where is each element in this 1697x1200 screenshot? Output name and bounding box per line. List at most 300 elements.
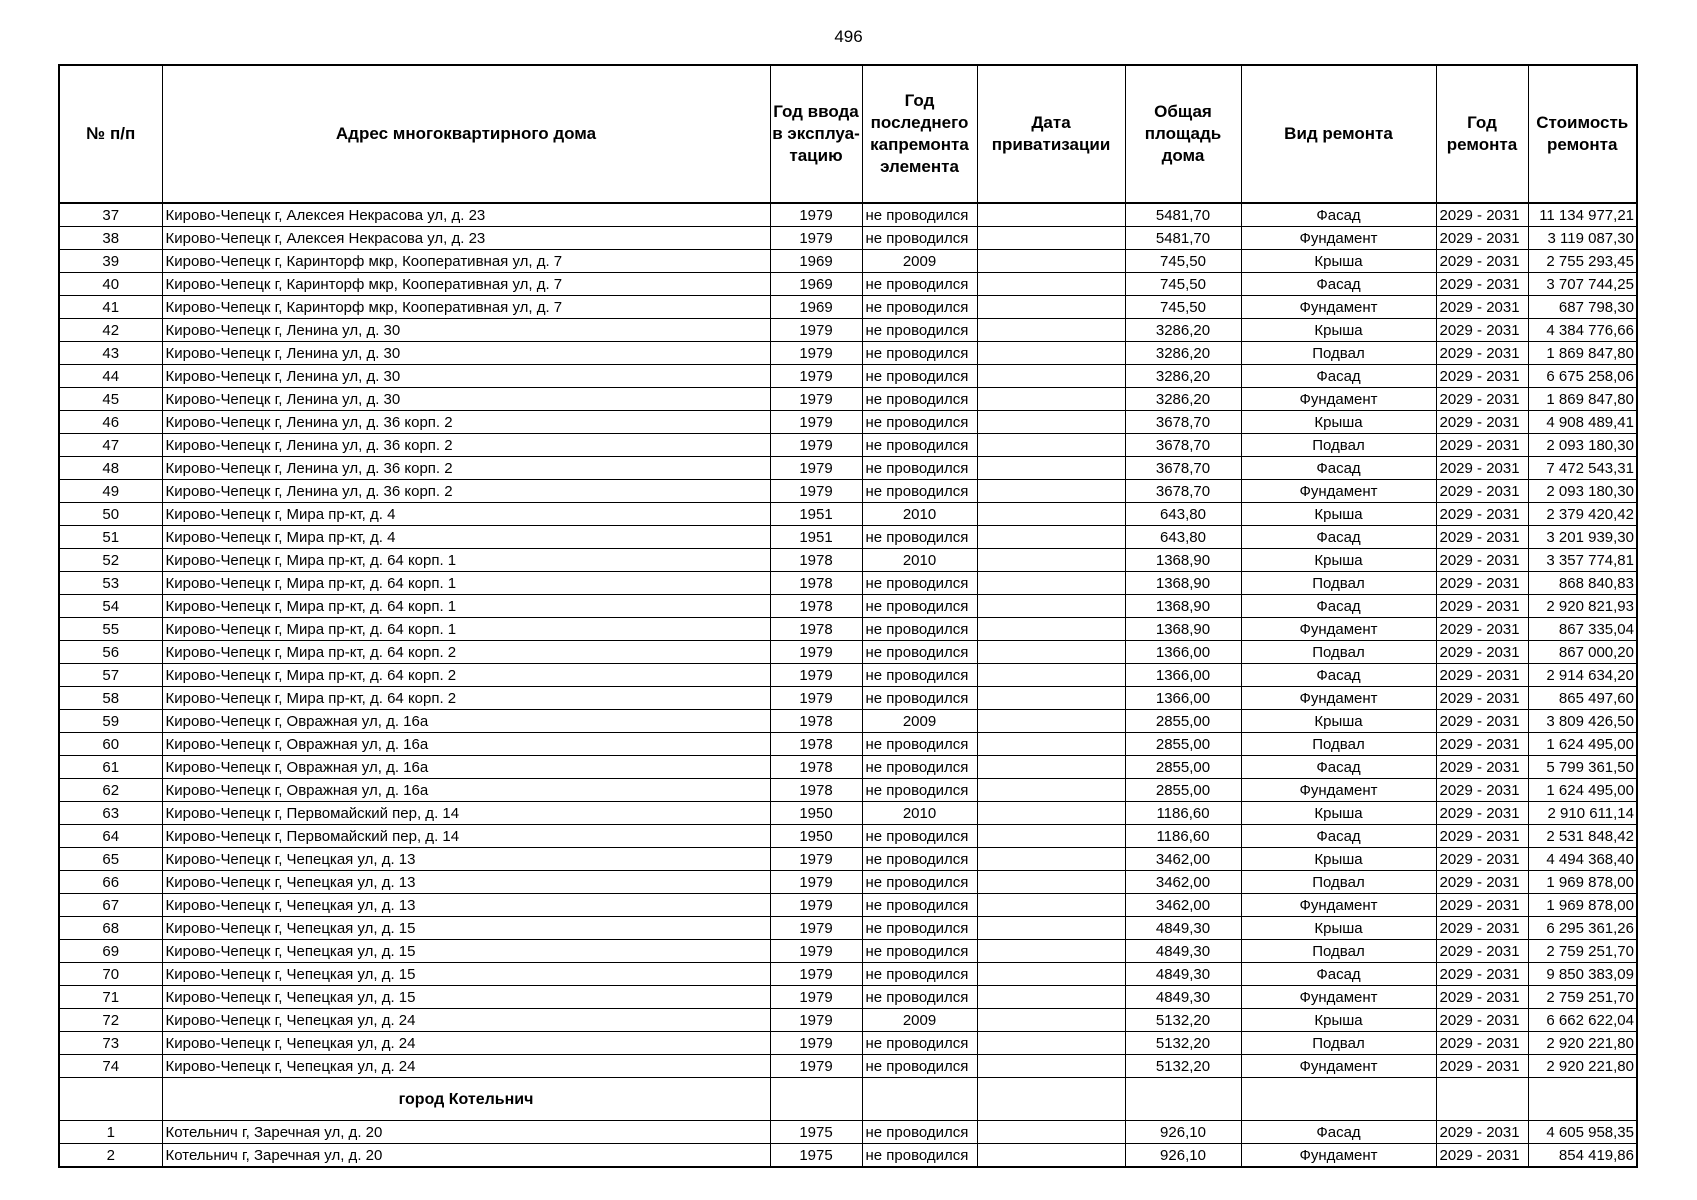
- cell-area: 745,50: [1125, 250, 1241, 273]
- cell-num: 59: [59, 710, 162, 733]
- cell-privatization: [977, 1032, 1125, 1055]
- cell-last-repair: не проводился: [862, 480, 977, 503]
- cell-year-built: 1979: [770, 480, 862, 503]
- cell-repair-type: Крыша: [1241, 503, 1436, 526]
- cell-last-repair: не проводился: [862, 319, 977, 342]
- cell-area: 3462,00: [1125, 894, 1241, 917]
- table-row: [59, 733, 1637, 756]
- cell-privatization: [977, 595, 1125, 618]
- cell-num: 65: [59, 848, 162, 871]
- cell-last-repair: не проводился: [862, 1032, 977, 1055]
- cell-last-repair: не проводился: [862, 273, 977, 296]
- cell-last-repair: не проводился: [862, 963, 977, 986]
- cell-repair-year: 2029 - 2031: [1436, 848, 1528, 871]
- header-repair-year: Год ремонта: [1436, 65, 1528, 203]
- cell-privatization: [977, 779, 1125, 802]
- cell-last-repair: не проводился: [862, 411, 977, 434]
- cell-repair-type: Крыша: [1241, 1009, 1436, 1032]
- cell-num: 52: [59, 549, 162, 572]
- cell-repair-year: 2029 - 2031: [1436, 572, 1528, 595]
- cell-last-repair: не проводился: [862, 526, 977, 549]
- cell-num: 40: [59, 273, 162, 296]
- cell-repair-year: 2029 - 2031: [1436, 250, 1528, 273]
- header-year-built: Год ввода в эксплуа-тацию: [770, 65, 862, 203]
- cell-address: Кирово-Чепецк г, Первомайский пер, д. 14: [162, 802, 770, 825]
- cell-privatization: [977, 319, 1125, 342]
- cell-address: Кирово-Чепецк г, Мира пр-кт, д. 64 корп. 2: [162, 687, 770, 710]
- cell-address: Кирово-Чепецк г, Мира пр-кт, д. 64 корп. 1: [162, 595, 770, 618]
- cell-address: Кирово-Чепецк г, Мира пр-кт, д. 4: [162, 526, 770, 549]
- cell-address: Кирово-Чепецк г, Каринторф мкр, Кооперативная ул, д. 7: [162, 296, 770, 319]
- cell-repair-year: 2029 - 2031: [1436, 779, 1528, 802]
- cell-year-built: 1951: [770, 526, 862, 549]
- cell-cost: 1 624 495,00: [1528, 733, 1637, 756]
- cell-repair-type: Крыша: [1241, 848, 1436, 871]
- table-row: [59, 940, 1637, 963]
- cell-address: Кирово-Чепецк г, Ленина ул, д. 30: [162, 319, 770, 342]
- cell-year-built: 1978: [770, 595, 862, 618]
- cell-area: 1368,90: [1125, 595, 1241, 618]
- cell-address: Кирово-Чепецк г, Ленина ул, д. 30: [162, 342, 770, 365]
- cell-cost: 2 759 251,70: [1528, 986, 1637, 1009]
- cell-privatization: [977, 503, 1125, 526]
- cell-privatization: [977, 365, 1125, 388]
- cell-privatization: [977, 273, 1125, 296]
- cell-year-built: 1979: [770, 894, 862, 917]
- cell-cost: 2 093 180,30: [1528, 434, 1637, 457]
- cell-cost: 4 494 368,40: [1528, 848, 1637, 871]
- table-row: [59, 1121, 1637, 1144]
- repair-schedule-table: [58, 64, 1638, 1168]
- cell-address: Кирово-Чепецк г, Чепецкая ул, д. 24: [162, 1032, 770, 1055]
- cell-last-repair: не проводился: [862, 296, 977, 319]
- cell-year-built: 1979: [770, 411, 862, 434]
- cell-cost: 3 809 426,50: [1528, 710, 1637, 733]
- cell-repair-year: 2029 - 2031: [1436, 526, 1528, 549]
- cell-last-repair: 2009: [862, 710, 977, 733]
- cell-address: Кирово-Чепецк г, Алексея Некрасова ул, д. 23: [162, 203, 770, 227]
- cell-num: 49: [59, 480, 162, 503]
- cell-repair-year: 2029 - 2031: [1436, 1121, 1528, 1144]
- cell-privatization: [977, 1144, 1125, 1168]
- section-empty-cell: [977, 1078, 1125, 1121]
- cell-repair-type: Фасад: [1241, 457, 1436, 480]
- table-row: [59, 434, 1637, 457]
- cell-area: 4849,30: [1125, 963, 1241, 986]
- table-row: [59, 687, 1637, 710]
- cell-area: 2855,00: [1125, 710, 1241, 733]
- cell-privatization: [977, 733, 1125, 756]
- cell-repair-year: 2029 - 2031: [1436, 549, 1528, 572]
- cell-privatization: [977, 710, 1125, 733]
- header-cost: Стоимость ремонта: [1528, 65, 1637, 203]
- section-empty-cell: [1436, 1078, 1528, 1121]
- cell-repair-year: 2029 - 2031: [1436, 802, 1528, 825]
- section-empty-cell: [1125, 1078, 1241, 1121]
- table-row: [59, 1009, 1637, 1032]
- cell-year-built: 1979: [770, 940, 862, 963]
- cell-year-built: 1978: [770, 756, 862, 779]
- cell-area: 1366,00: [1125, 687, 1241, 710]
- cell-num: 54: [59, 595, 162, 618]
- cell-num: 60: [59, 733, 162, 756]
- cell-last-repair: не проводился: [862, 756, 977, 779]
- cell-privatization: [977, 825, 1125, 848]
- cell-repair-type: Фундамент: [1241, 388, 1436, 411]
- cell-privatization: [977, 342, 1125, 365]
- cell-address: Кирово-Чепецк г, Овражная ул, д. 16а: [162, 733, 770, 756]
- cell-repair-year: 2029 - 2031: [1436, 388, 1528, 411]
- cell-address: Кирово-Чепецк г, Чепецкая ул, д. 13: [162, 848, 770, 871]
- cell-area: 3286,20: [1125, 342, 1241, 365]
- cell-repair-type: Фасад: [1241, 526, 1436, 549]
- cell-last-repair: не проводился: [862, 848, 977, 871]
- cell-area: 3462,00: [1125, 871, 1241, 894]
- cell-area: 745,50: [1125, 273, 1241, 296]
- cell-year-built: 1978: [770, 572, 862, 595]
- header-area: Общая площадь дома: [1125, 65, 1241, 203]
- cell-area: 3678,70: [1125, 480, 1241, 503]
- cell-privatization: [977, 641, 1125, 664]
- cell-year-built: 1979: [770, 319, 862, 342]
- cell-repair-type: Фундамент: [1241, 1055, 1436, 1078]
- cell-cost: 868 840,83: [1528, 572, 1637, 595]
- cell-privatization: [977, 894, 1125, 917]
- cell-cost: 1 869 847,80: [1528, 388, 1637, 411]
- cell-cost: 2 759 251,70: [1528, 940, 1637, 963]
- cell-address: Кирово-Чепецк г, Каринторф мкр, Кооперативная ул, д. 7: [162, 250, 770, 273]
- cell-repair-type: Фасад: [1241, 203, 1436, 227]
- cell-last-repair: 2010: [862, 503, 977, 526]
- cell-cost: 6 662 622,04: [1528, 1009, 1637, 1032]
- cell-cost: 1 624 495,00: [1528, 779, 1637, 802]
- cell-area: 3286,20: [1125, 365, 1241, 388]
- cell-cost: 1 869 847,80: [1528, 342, 1637, 365]
- cell-cost: 2 920 221,80: [1528, 1055, 1637, 1078]
- cell-repair-year: 2029 - 2031: [1436, 963, 1528, 986]
- cell-repair-year: 2029 - 2031: [1436, 917, 1528, 940]
- cell-year-built: 1979: [770, 227, 862, 250]
- cell-area: 3286,20: [1125, 388, 1241, 411]
- table-row: [59, 227, 1637, 250]
- cell-year-built: 1969: [770, 250, 862, 273]
- cell-repair-year: 2029 - 2031: [1436, 871, 1528, 894]
- cell-num: 53: [59, 572, 162, 595]
- cell-address: Кирово-Чепецк г, Мира пр-кт, д. 64 корп. 1: [162, 618, 770, 641]
- cell-cost: 687 798,30: [1528, 296, 1637, 319]
- cell-privatization: [977, 756, 1125, 779]
- cell-last-repair: не проводился: [862, 342, 977, 365]
- section-empty-cell: [59, 1078, 162, 1121]
- cell-address: Кирово-Чепецк г, Каринторф мкр, Кооперативная ул, д. 7: [162, 273, 770, 296]
- cell-num: 66: [59, 871, 162, 894]
- cell-area: 926,10: [1125, 1144, 1241, 1168]
- header-privatization: Дата приватизации: [977, 65, 1125, 203]
- cell-area: 1368,90: [1125, 618, 1241, 641]
- cell-repair-year: 2029 - 2031: [1436, 1055, 1528, 1078]
- cell-cost: 5 799 361,50: [1528, 756, 1637, 779]
- cell-cost: 6 675 258,06: [1528, 365, 1637, 388]
- cell-num: 50: [59, 503, 162, 526]
- cell-repair-year: 2029 - 2031: [1436, 273, 1528, 296]
- cell-num: 74: [59, 1055, 162, 1078]
- cell-num: 63: [59, 802, 162, 825]
- cell-privatization: [977, 848, 1125, 871]
- cell-area: 745,50: [1125, 296, 1241, 319]
- cell-address: Кирово-Чепецк г, Чепецкая ул, д. 24: [162, 1009, 770, 1032]
- cell-cost: 1 969 878,00: [1528, 871, 1637, 894]
- cell-num: 56: [59, 641, 162, 664]
- cell-repair-type: Фасад: [1241, 963, 1436, 986]
- cell-repair-year: 2029 - 2031: [1436, 503, 1528, 526]
- section-empty-cell: [1528, 1078, 1637, 1121]
- cell-address: Кирово-Чепецк г, Мира пр-кт, д. 64 корп. 1: [162, 572, 770, 595]
- cell-privatization: [977, 802, 1125, 825]
- cell-num: 44: [59, 365, 162, 388]
- cell-last-repair: не проводился: [862, 595, 977, 618]
- table-row: [59, 756, 1637, 779]
- cell-repair-year: 2029 - 2031: [1436, 296, 1528, 319]
- cell-cost: 4 605 958,35: [1528, 1121, 1637, 1144]
- cell-address: Кирово-Чепецк г, Первомайский пер, д. 14: [162, 825, 770, 848]
- cell-area: 3678,70: [1125, 434, 1241, 457]
- cell-last-repair: не проводился: [862, 1121, 977, 1144]
- cell-last-repair: не проводился: [862, 203, 977, 227]
- cell-repair-year: 2029 - 2031: [1436, 618, 1528, 641]
- cell-num: 71: [59, 986, 162, 1009]
- cell-repair-type: Фасад: [1241, 664, 1436, 687]
- cell-area: 3678,70: [1125, 411, 1241, 434]
- cell-cost: 2 531 848,42: [1528, 825, 1637, 848]
- cell-privatization: [977, 1009, 1125, 1032]
- cell-cost: 2 379 420,42: [1528, 503, 1637, 526]
- cell-repair-type: Фундамент: [1241, 779, 1436, 802]
- cell-privatization: [977, 871, 1125, 894]
- cell-year-built: 1979: [770, 963, 862, 986]
- cell-privatization: [977, 250, 1125, 273]
- cell-last-repair: не проводился: [862, 733, 977, 756]
- cell-cost: 2 755 293,45: [1528, 250, 1637, 273]
- cell-year-built: 1979: [770, 871, 862, 894]
- cell-privatization: [977, 549, 1125, 572]
- cell-year-built: 1978: [770, 779, 862, 802]
- cell-area: 926,10: [1125, 1121, 1241, 1144]
- header-repair-type: Вид ремонта: [1241, 65, 1436, 203]
- cell-year-built: 1975: [770, 1144, 862, 1168]
- cell-repair-year: 2029 - 2031: [1436, 825, 1528, 848]
- cell-repair-type: Фундамент: [1241, 986, 1436, 1009]
- cell-privatization: [977, 227, 1125, 250]
- cell-repair-type: Подвал: [1241, 572, 1436, 595]
- cell-cost: 6 295 361,26: [1528, 917, 1637, 940]
- cell-repair-type: Фундамент: [1241, 1144, 1436, 1168]
- cell-last-repair: не проводился: [862, 825, 977, 848]
- cell-privatization: [977, 940, 1125, 963]
- cell-num: 64: [59, 825, 162, 848]
- cell-cost: 865 497,60: [1528, 687, 1637, 710]
- table-row: [59, 411, 1637, 434]
- table-row: [59, 1144, 1637, 1168]
- cell-area: 4849,30: [1125, 986, 1241, 1009]
- cell-address: Котельнич г, Заречная ул, д. 20: [162, 1121, 770, 1144]
- page-number: 496: [834, 27, 863, 46]
- table-row: [59, 848, 1637, 871]
- table-row: [59, 457, 1637, 480]
- cell-address: Кирово-Чепецк г, Ленина ул, д. 36 корп. 2: [162, 480, 770, 503]
- section-empty-cell: [1241, 1078, 1436, 1121]
- cell-repair-type: Фундамент: [1241, 618, 1436, 641]
- cell-area: 1368,90: [1125, 572, 1241, 595]
- cell-year-built: 1979: [770, 917, 862, 940]
- cell-privatization: [977, 572, 1125, 595]
- cell-privatization: [977, 411, 1125, 434]
- table-row: [59, 549, 1637, 572]
- cell-repair-type: Крыша: [1241, 549, 1436, 572]
- cell-cost: 4 384 776,66: [1528, 319, 1637, 342]
- cell-area: 643,80: [1125, 503, 1241, 526]
- cell-area: 1366,00: [1125, 664, 1241, 687]
- cell-num: 47: [59, 434, 162, 457]
- cell-area: 5481,70: [1125, 203, 1241, 227]
- cell-num: 70: [59, 963, 162, 986]
- cell-year-built: 1979: [770, 342, 862, 365]
- cell-repair-year: 2029 - 2031: [1436, 365, 1528, 388]
- cell-num: 73: [59, 1032, 162, 1055]
- cell-last-repair: не проводился: [862, 618, 977, 641]
- cell-repair-year: 2029 - 2031: [1436, 434, 1528, 457]
- cell-repair-year: 2029 - 2031: [1436, 203, 1528, 227]
- cell-area: 3678,70: [1125, 457, 1241, 480]
- cell-address: Кирово-Чепецк г, Чепецкая ул, д. 15: [162, 963, 770, 986]
- cell-last-repair: не проводился: [862, 917, 977, 940]
- cell-year-built: 1979: [770, 664, 862, 687]
- cell-privatization: [977, 480, 1125, 503]
- cell-repair-type: Фасад: [1241, 365, 1436, 388]
- cell-cost: 2 920 821,93: [1528, 595, 1637, 618]
- table-row: [59, 203, 1637, 227]
- table-row: [59, 641, 1637, 664]
- cell-last-repair: не проводился: [862, 1144, 977, 1168]
- cell-num: 43: [59, 342, 162, 365]
- cell-address: Кирово-Чепецк г, Мира пр-кт, д. 64 корп. 1: [162, 549, 770, 572]
- cell-area: 2855,00: [1125, 733, 1241, 756]
- cell-num: 62: [59, 779, 162, 802]
- table-row: [59, 871, 1637, 894]
- cell-repair-type: Фасад: [1241, 756, 1436, 779]
- table-row: [59, 572, 1637, 595]
- cell-address: Кирово-Чепецк г, Мира пр-кт, д. 4: [162, 503, 770, 526]
- cell-cost: 9 850 383,09: [1528, 963, 1637, 986]
- cell-last-repair: не проводился: [862, 779, 977, 802]
- cell-cost: 2 093 180,30: [1528, 480, 1637, 503]
- cell-repair-type: Крыша: [1241, 710, 1436, 733]
- cell-privatization: [977, 986, 1125, 1009]
- section-row: [59, 1078, 1637, 1121]
- cell-address: Кирово-Чепецк г, Овражная ул, д. 16а: [162, 710, 770, 733]
- cell-last-repair: 2009: [862, 250, 977, 273]
- cell-year-built: 1978: [770, 710, 862, 733]
- cell-repair-year: 2029 - 2031: [1436, 1144, 1528, 1168]
- table-header-row: [59, 65, 1637, 203]
- table-body: [59, 203, 1637, 1167]
- table-row: [59, 503, 1637, 526]
- cell-repair-year: 2029 - 2031: [1436, 986, 1528, 1009]
- cell-last-repair: не проводился: [862, 227, 977, 250]
- cell-repair-type: Подвал: [1241, 342, 1436, 365]
- cell-year-built: 1951: [770, 503, 862, 526]
- cell-repair-type: Фасад: [1241, 825, 1436, 848]
- cell-num: 69: [59, 940, 162, 963]
- cell-num: 51: [59, 526, 162, 549]
- cell-year-built: 1979: [770, 365, 862, 388]
- cell-cost: 3 201 939,30: [1528, 526, 1637, 549]
- cell-cost: 2 914 634,20: [1528, 664, 1637, 687]
- cell-privatization: [977, 526, 1125, 549]
- cell-last-repair: не проводился: [862, 940, 977, 963]
- cell-year-built: 1979: [770, 203, 862, 227]
- cell-cost: 867 000,20: [1528, 641, 1637, 664]
- cell-repair-year: 2029 - 2031: [1436, 227, 1528, 250]
- cell-year-built: 1950: [770, 802, 862, 825]
- table-row: [59, 480, 1637, 503]
- cell-area: 1368,90: [1125, 549, 1241, 572]
- table-row: [59, 664, 1637, 687]
- cell-address: Кирово-Чепецк г, Овражная ул, д. 16а: [162, 779, 770, 802]
- cell-repair-type: Крыша: [1241, 802, 1436, 825]
- table-row: [59, 986, 1637, 1009]
- cell-num: 38: [59, 227, 162, 250]
- cell-privatization: [977, 618, 1125, 641]
- cell-cost: 2 920 221,80: [1528, 1032, 1637, 1055]
- cell-address: Кирово-Чепецк г, Ленина ул, д. 30: [162, 388, 770, 411]
- cell-repair-type: Подвал: [1241, 871, 1436, 894]
- cell-cost: 3 357 774,81: [1528, 549, 1637, 572]
- cell-year-built: 1979: [770, 457, 862, 480]
- cell-repair-type: Фасад: [1241, 1121, 1436, 1144]
- cell-cost: 7 472 543,31: [1528, 457, 1637, 480]
- cell-repair-type: Крыша: [1241, 411, 1436, 434]
- cell-num: 46: [59, 411, 162, 434]
- cell-year-built: 1975: [770, 1121, 862, 1144]
- cell-year-built: 1979: [770, 986, 862, 1009]
- cell-repair-type: Крыша: [1241, 319, 1436, 342]
- cell-num: 42: [59, 319, 162, 342]
- table-row: [59, 365, 1637, 388]
- table-row: [59, 319, 1637, 342]
- cell-repair-year: 2029 - 2031: [1436, 641, 1528, 664]
- cell-area: 5132,20: [1125, 1032, 1241, 1055]
- cell-cost: 867 335,04: [1528, 618, 1637, 641]
- cell-privatization: [977, 457, 1125, 480]
- cell-last-repair: не проводился: [862, 894, 977, 917]
- cell-address: Кирово-Чепецк г, Чепецкая ул, д. 13: [162, 871, 770, 894]
- cell-last-repair: не проводился: [862, 664, 977, 687]
- cell-last-repair: не проводился: [862, 388, 977, 411]
- cell-area: 4849,30: [1125, 917, 1241, 940]
- table-row: [59, 825, 1637, 848]
- cell-cost: 3 707 744,25: [1528, 273, 1637, 296]
- table-row: [59, 388, 1637, 411]
- cell-last-repair: не проводился: [862, 641, 977, 664]
- table-row: [59, 296, 1637, 319]
- cell-year-built: 1979: [770, 1055, 862, 1078]
- cell-year-built: 1978: [770, 618, 862, 641]
- cell-repair-year: 2029 - 2031: [1436, 1032, 1528, 1055]
- cell-repair-type: Фасад: [1241, 273, 1436, 296]
- section-title: город Котельнич: [162, 1078, 770, 1121]
- table-row: [59, 342, 1637, 365]
- cell-year-built: 1950: [770, 825, 862, 848]
